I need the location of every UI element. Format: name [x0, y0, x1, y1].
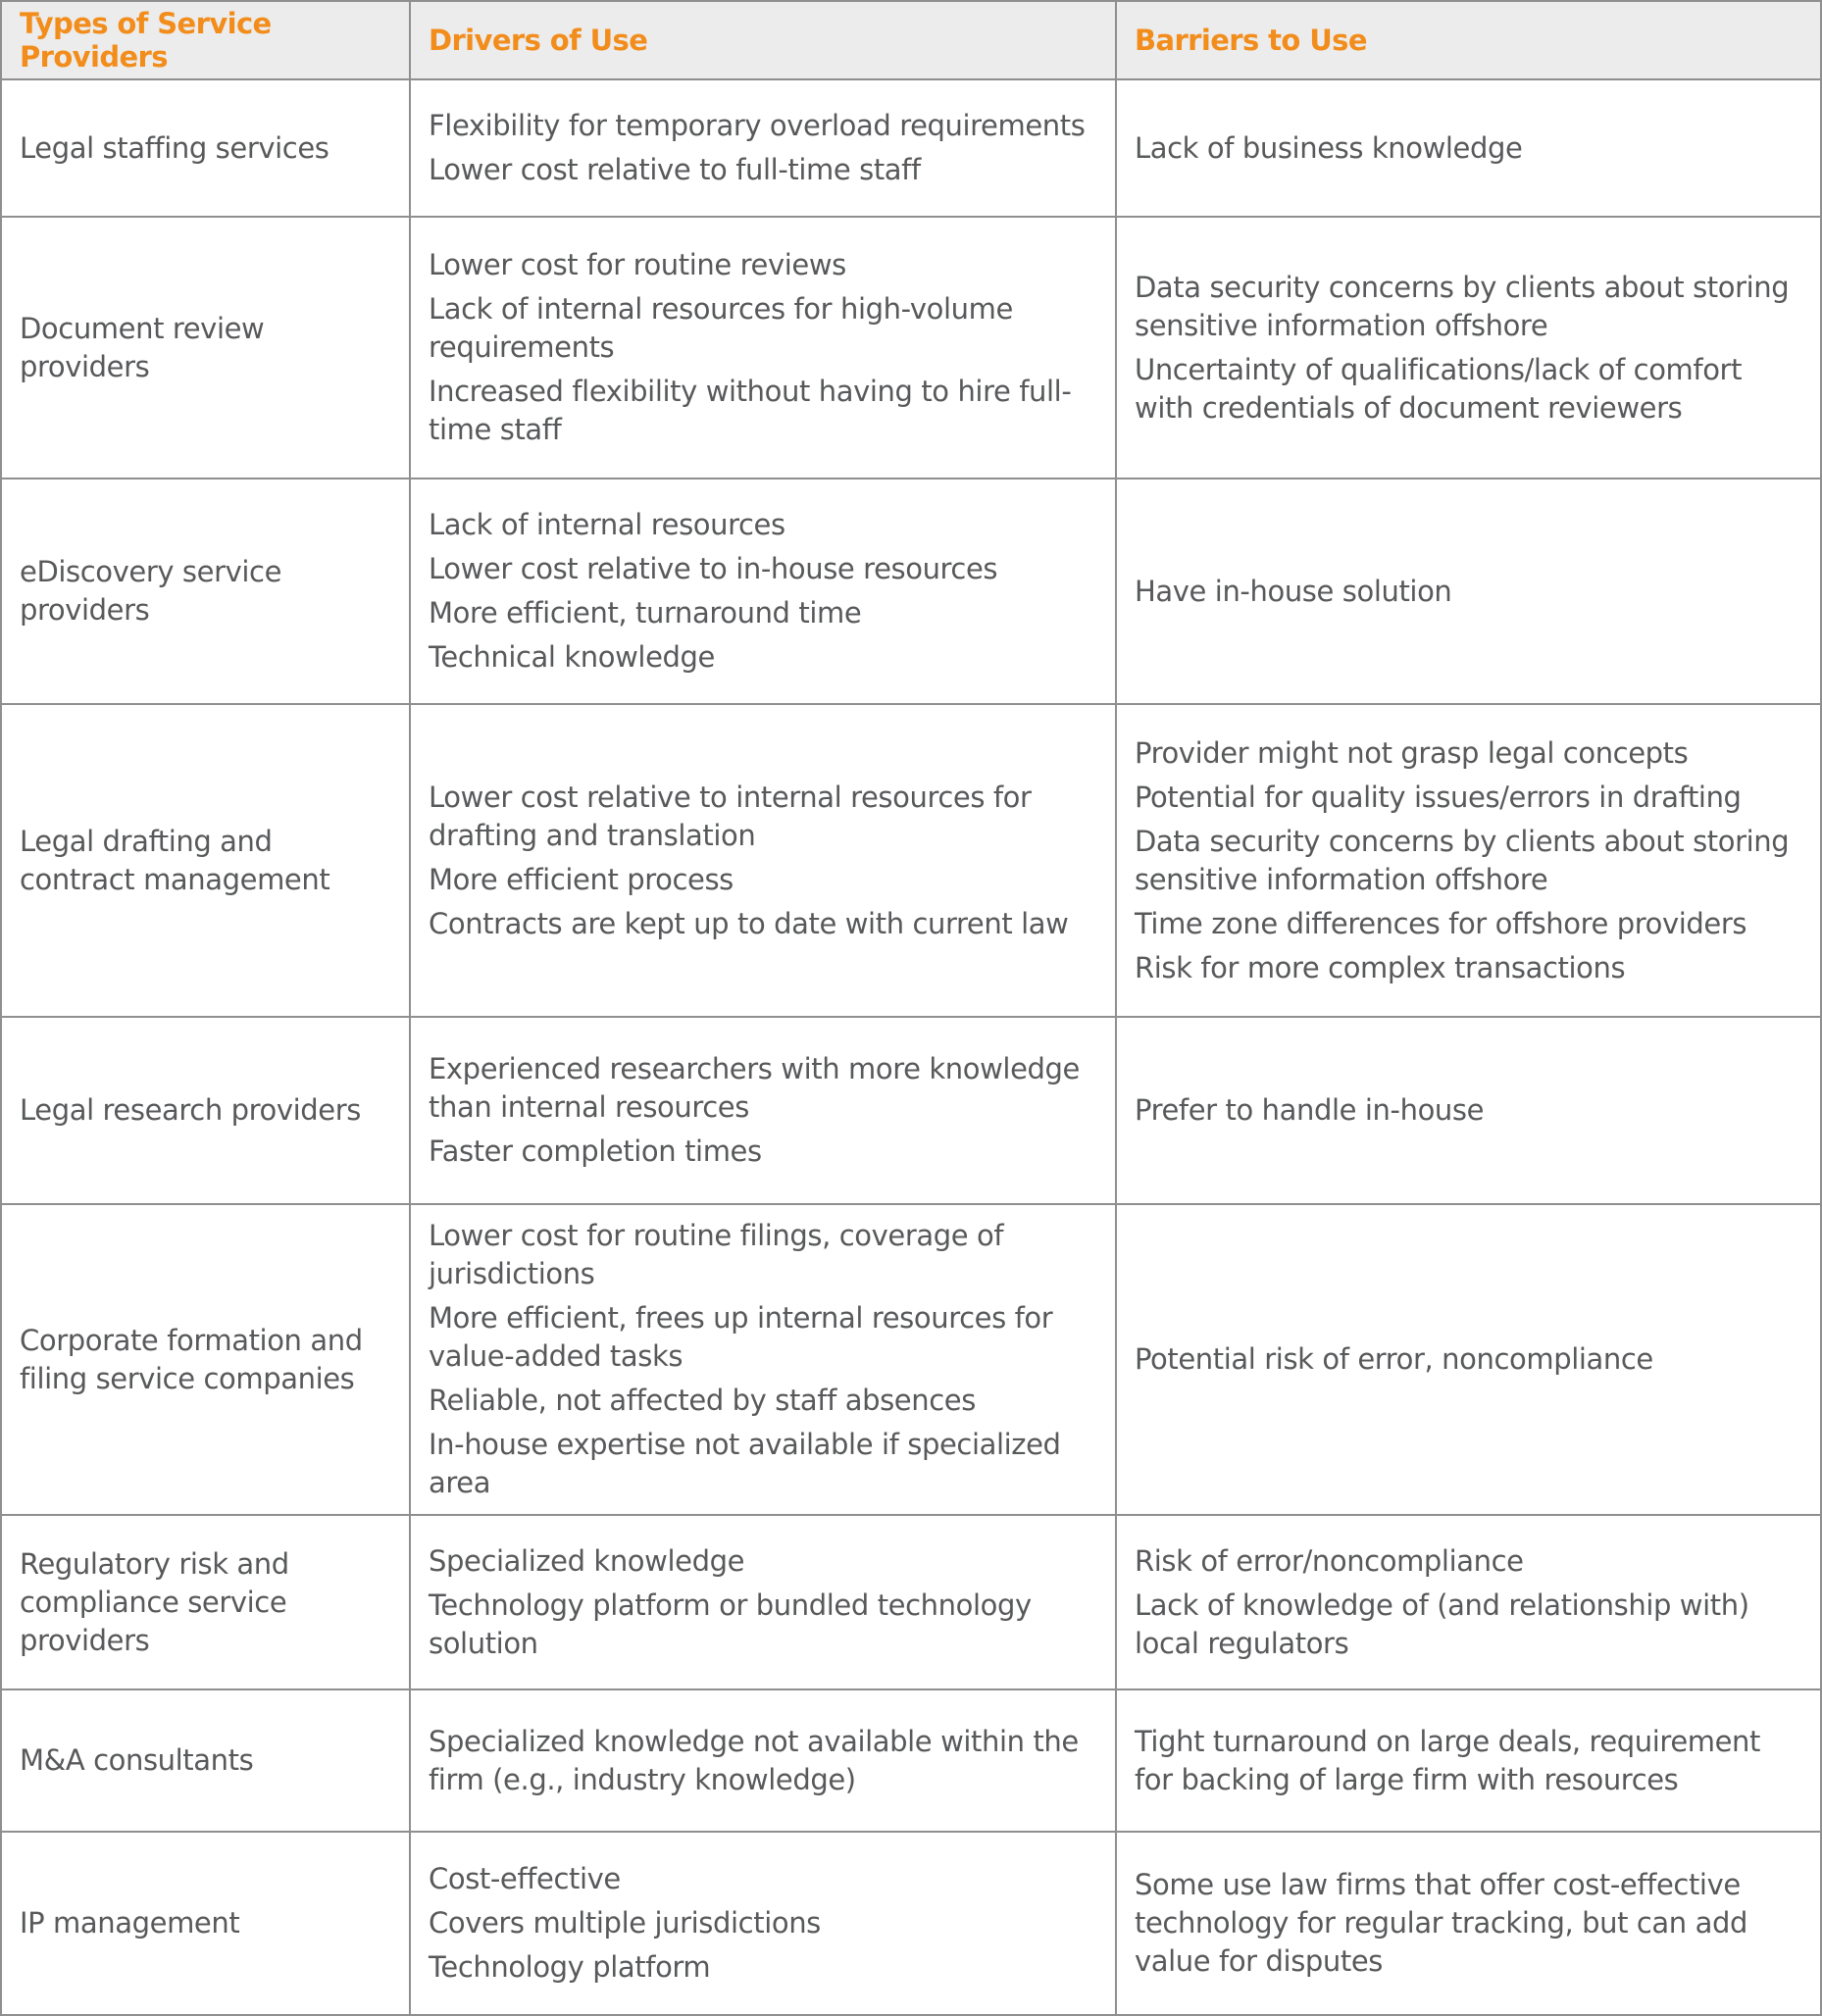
provider-type-cell: Legal staffing services	[1, 79, 410, 217]
driver-item: More efficient process	[429, 862, 734, 896]
driver-item: Lower cost relative to full-time staff	[429, 153, 921, 186]
barrier-item: Potential risk of error, noncompliance	[1135, 1342, 1653, 1376]
drivers-cell	[410, 79, 1116, 217]
barriers-cell	[1116, 217, 1821, 479]
barrier-item: Risk of error/noncompliance	[1135, 1543, 1524, 1578]
barriers-cell	[1116, 1515, 1821, 1689]
drivers-cell	[410, 704, 1116, 1017]
header-barriers: Barriers to Use	[1116, 1, 1821, 79]
driver-item: Experienced researchers with more knowledge than internal resources	[429, 1052, 1080, 1124]
barriers-cell	[1116, 1017, 1821, 1204]
barrier-item: Tight turnaround on large deals, requirement for backing of large firm with resources	[1135, 1724, 1761, 1796]
barrier-item: Potential for quality issues/errors in drafting	[1135, 780, 1742, 814]
driver-item: Cost-effective	[429, 1862, 621, 1895]
barrier-item: Time zone differences for offshore providers	[1135, 906, 1747, 940]
drivers-cell	[410, 1204, 1116, 1515]
header-drivers: Drivers of Use	[410, 1, 1116, 79]
driver-item: Flexibility for temporary overload requirements	[429, 109, 1086, 142]
barrier-item: Data security concerns by clients about storing sensitive information offshore	[1135, 270, 1790, 342]
driver-item: Technology platform	[429, 1950, 711, 1984]
driver-item: Lower cost for routine reviews	[429, 248, 846, 281]
drivers-cell	[410, 1017, 1116, 1204]
table-row	[1, 1204, 1821, 1515]
barriers-cell	[1116, 479, 1821, 704]
provider-type-cell: eDiscovery service providers	[1, 479, 410, 704]
driver-item: Covers multiple jurisdictions	[429, 1906, 821, 1940]
table-row	[1, 1832, 1821, 2015]
provider-type-cell: Legal research providers	[1, 1017, 410, 1204]
table-row	[1, 704, 1821, 1017]
barrier-item: Data security concerns by clients about storing sensitive information offshore	[1135, 824, 1790, 896]
driver-item: Lower cost relative to internal resources for drafting and translation	[429, 780, 1032, 852]
driver-item: Faster completion times	[429, 1134, 762, 1168]
provider-type-cell: Document review providers	[1, 217, 410, 479]
header-row	[1, 1, 1821, 79]
provider-type-cell: Regulatory risk and compliance service providers	[1, 1515, 410, 1689]
driver-item: Technology platform or bundled technology solution	[429, 1588, 1032, 1660]
drivers-cell	[410, 479, 1116, 704]
barriers-cell	[1116, 1689, 1821, 1832]
barrier-item: Provider might not grasp legal concepts	[1135, 735, 1689, 770]
barriers-cell	[1116, 1832, 1821, 2015]
drivers-cell	[410, 217, 1116, 479]
barrier-item: Prefer to handle in-house	[1135, 1093, 1485, 1127]
barriers-cell	[1116, 704, 1821, 1017]
driver-item: Reliable, not affected by staff absences	[429, 1384, 976, 1417]
barrier-item: Have in-house solution	[1135, 574, 1452, 608]
barrier-item: Some use law firms that offer cost-effective technology for regular tracking, but can add value for disputes	[1135, 1868, 1747, 1978]
driver-item: In-house expertise not available if specialized area	[429, 1428, 1061, 1499]
driver-item: More efficient, turnaround time	[429, 596, 862, 630]
driver-item: Technical knowledge	[429, 640, 715, 674]
table-row	[1, 1689, 1821, 1832]
barriers-cell	[1116, 79, 1821, 217]
driver-item: Contracts are kept up to date with current law	[429, 906, 1069, 940]
driver-item: Increased flexibility without having to hire full-time staff	[429, 375, 1072, 446]
driver-item: Lack of internal resources	[429, 508, 785, 541]
provider-type-cell: Corporate formation and filing service companies	[1, 1204, 410, 1515]
header-types: Types of Service Providers	[1, 1, 410, 79]
driver-item: Lower cost for routine filings, coverage of jurisdictions	[429, 1219, 1004, 1290]
drivers-cell	[410, 1689, 1116, 1832]
barrier-item: Risk for more complex transactions	[1135, 950, 1626, 984]
drivers-cell	[410, 1832, 1116, 2015]
driver-item: Lower cost relative to in-house resources	[429, 552, 998, 585]
driver-item: Specialized knowledge	[429, 1543, 745, 1578]
table-row	[1, 217, 1821, 479]
barriers-cell	[1116, 1204, 1821, 1515]
provider-type-cell: M&A consultants	[1, 1689, 410, 1832]
driver-item: More efficient, frees up internal resources for value-added tasks	[429, 1301, 1053, 1373]
table-row	[1, 1017, 1821, 1204]
barrier-item: Lack of business knowledge	[1135, 130, 1523, 165]
provider-type-cell: IP management	[1, 1832, 410, 2015]
driver-item: Lack of internal resources for high-volume requirements	[429, 292, 1013, 364]
driver-item: Specialized knowledge not available within the firm (e.g., industry knowledge)	[429, 1724, 1079, 1796]
drivers-cell	[410, 1515, 1116, 1689]
table-row	[1, 479, 1821, 704]
barrier-item: Uncertainty of qualifications/lack of comfort with credentials of document reviewers	[1135, 352, 1743, 425]
table-row	[1, 79, 1821, 217]
provider-type-cell: Legal drafting and contract management	[1, 704, 410, 1017]
table-row	[1, 1515, 1821, 1689]
table-body	[1, 79, 1821, 2015]
barrier-item: Lack of knowledge of (and relationship with) local regulators	[1135, 1588, 1749, 1660]
